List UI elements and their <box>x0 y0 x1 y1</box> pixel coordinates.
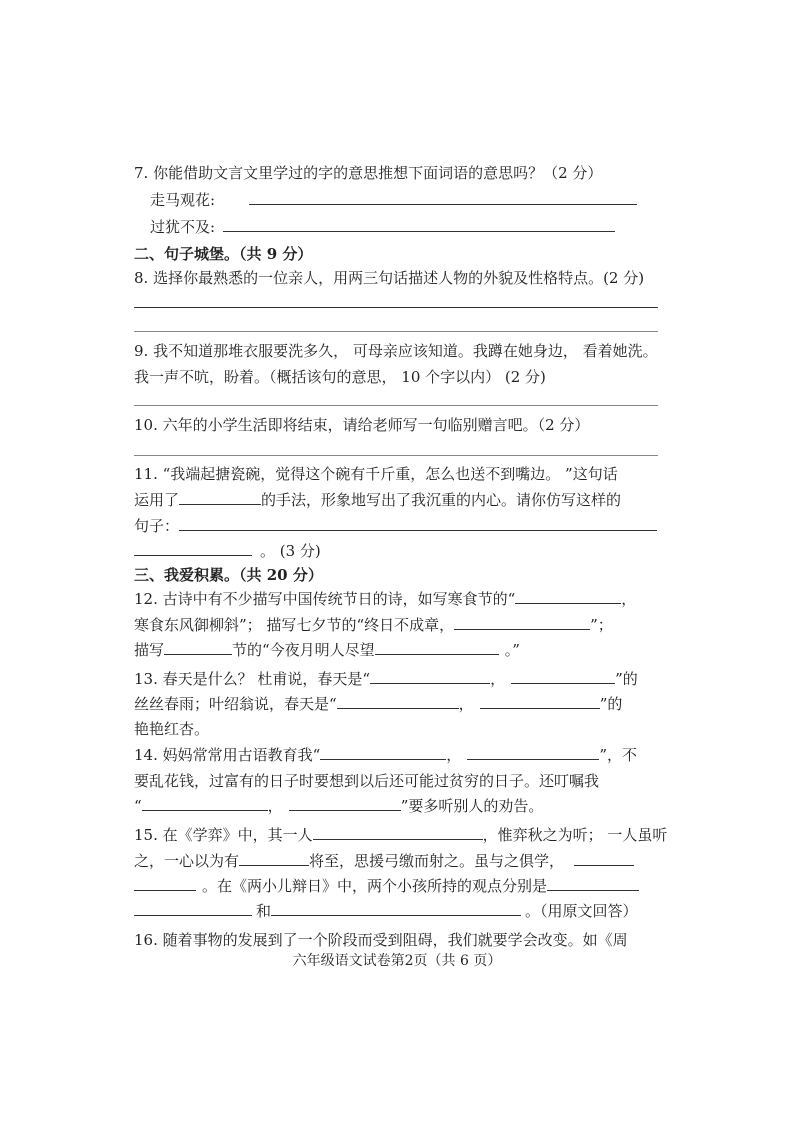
answer-blank[interactable] <box>375 640 499 655</box>
question-13-line-1: 13. 春天是什么？ 杜甫说，春天是“ ， ”的 <box>134 670 638 688</box>
answer-blank[interactable] <box>337 694 459 709</box>
answer-blank[interactable] <box>313 825 483 840</box>
question-11-line-2: 运用了 的手法，形象地写出了我沉重的内心。请你仿写这样的 <box>134 491 622 509</box>
question-13-line-2: 丝丝春雨；叶绍翁说，春天是“ ， ”的 <box>134 695 623 713</box>
section-heading-3: 三、我爱积累。（共 20 分） <box>134 566 323 584</box>
answer-blank[interactable] <box>179 516 657 531</box>
question-7-item-2 <box>150 217 615 237</box>
answer-line[interactable] <box>134 455 658 456</box>
question-12-line-3: 描写 节的“今夜月明人尽望 。” <box>134 641 520 659</box>
question-7-prompt: 7. 你能借助文言文里学过的字的意思推想下面词语的意思吗？（2 分） <box>134 164 603 182</box>
answer-blank[interactable] <box>223 217 615 232</box>
question-13-line-3: 艳艳红杏。 <box>134 720 210 738</box>
term-label: 过犹不及: <box>150 218 216 236</box>
answer-blank[interactable] <box>134 901 252 916</box>
question-15-line-1: 15. 在《学弈》中，其一人 ，惟弈秋之为听； 一人虽听 <box>134 826 668 844</box>
question-15-line-4: 和 。（用原文回答） <box>134 901 638 921</box>
answer-blank[interactable] <box>164 640 232 655</box>
answer-line[interactable] <box>134 405 658 406</box>
answer-blank[interactable] <box>547 876 639 891</box>
question-14-line-2: 要乱花钱，过富有的日子时要想到以后还可能过贫穷的日子。还叮嘱我 <box>134 772 600 790</box>
answer-blank[interactable] <box>467 745 599 760</box>
question-10-prompt: 10. 六年的小学生活即将结束，请给老师写一句临别赠言吧。（2 分） <box>134 416 590 434</box>
answer-line[interactable] <box>134 307 658 308</box>
answer-blank[interactable] <box>574 851 634 866</box>
question-11-line-3: 句子： <box>134 516 657 536</box>
page-footer: 六年级语文试卷第2页（共 6 页） <box>292 953 502 969</box>
question-8-prompt: 8. 选择你最熟悉的一位亲人，用两三句话描述人物的外貌及性格特点。(2 分) <box>134 269 645 287</box>
question-15-line-2: 之，一心以为有 将至，思援弓缴而射之。虽与之俱学， <box>134 851 634 871</box>
answer-blank[interactable] <box>515 589 621 604</box>
question-9-line-2: 我一声不吭，盼着。（概括该句的意思， 10 个字以内） (2 分) <box>134 368 546 386</box>
question-12-line-2: 寒食东风御柳斜”； 描写七夕节的“终日不成章， ”； <box>134 616 613 634</box>
question-9-line-1: 9. 我不知道那堆衣服要洗多久， 可母亲应该知道。我蹲在她身边， 看着她洗。 <box>134 342 658 360</box>
answer-blank[interactable] <box>370 669 490 684</box>
answer-blank[interactable] <box>271 901 521 916</box>
term-label: 走马观花: <box>150 191 216 209</box>
question-16-line-1: 16. 随着事物的发展到了一个阶段而受到阻碍，我们就要学会改变。如《周 <box>134 931 628 949</box>
question-11-line-4: 。 (3 分) <box>134 541 321 561</box>
answer-blank[interactable] <box>239 851 309 866</box>
answer-line[interactable] <box>134 331 658 332</box>
answer-blank[interactable] <box>249 190 637 205</box>
answer-blank[interactable] <box>134 876 196 891</box>
question-11-line-1: 11. “我端起搪瓷碗，觉得这个碗有千斤重，怎么也送不到嘴边。 ”这句话 <box>134 465 618 483</box>
question-15-line-3: 。在《两小儿辩日》中，两个小孩所持的观点分别是 <box>134 876 639 896</box>
answer-blank[interactable] <box>480 694 600 709</box>
question-14-line-3: “ ， ”要多听别人的劝告。 <box>134 797 544 815</box>
answer-blank[interactable] <box>134 541 252 556</box>
section-heading-2: 二、句子城堡。（共 9 分） <box>134 245 313 263</box>
answer-blank[interactable] <box>289 796 401 811</box>
answer-blank[interactable] <box>320 745 446 760</box>
answer-blank[interactable] <box>511 669 615 684</box>
question-12-line-1: 12. 古诗中有不少描写中国传统节日的诗，如写寒食节的“ ， <box>134 590 637 608</box>
answer-blank[interactable] <box>179 490 261 505</box>
question-14-line-1: 14. 妈妈常常用古语教育我“ ， ”，不 <box>134 746 637 764</box>
answer-blank[interactable] <box>142 796 268 811</box>
answer-blank[interactable] <box>454 615 590 630</box>
question-7-item-1 <box>150 190 637 210</box>
